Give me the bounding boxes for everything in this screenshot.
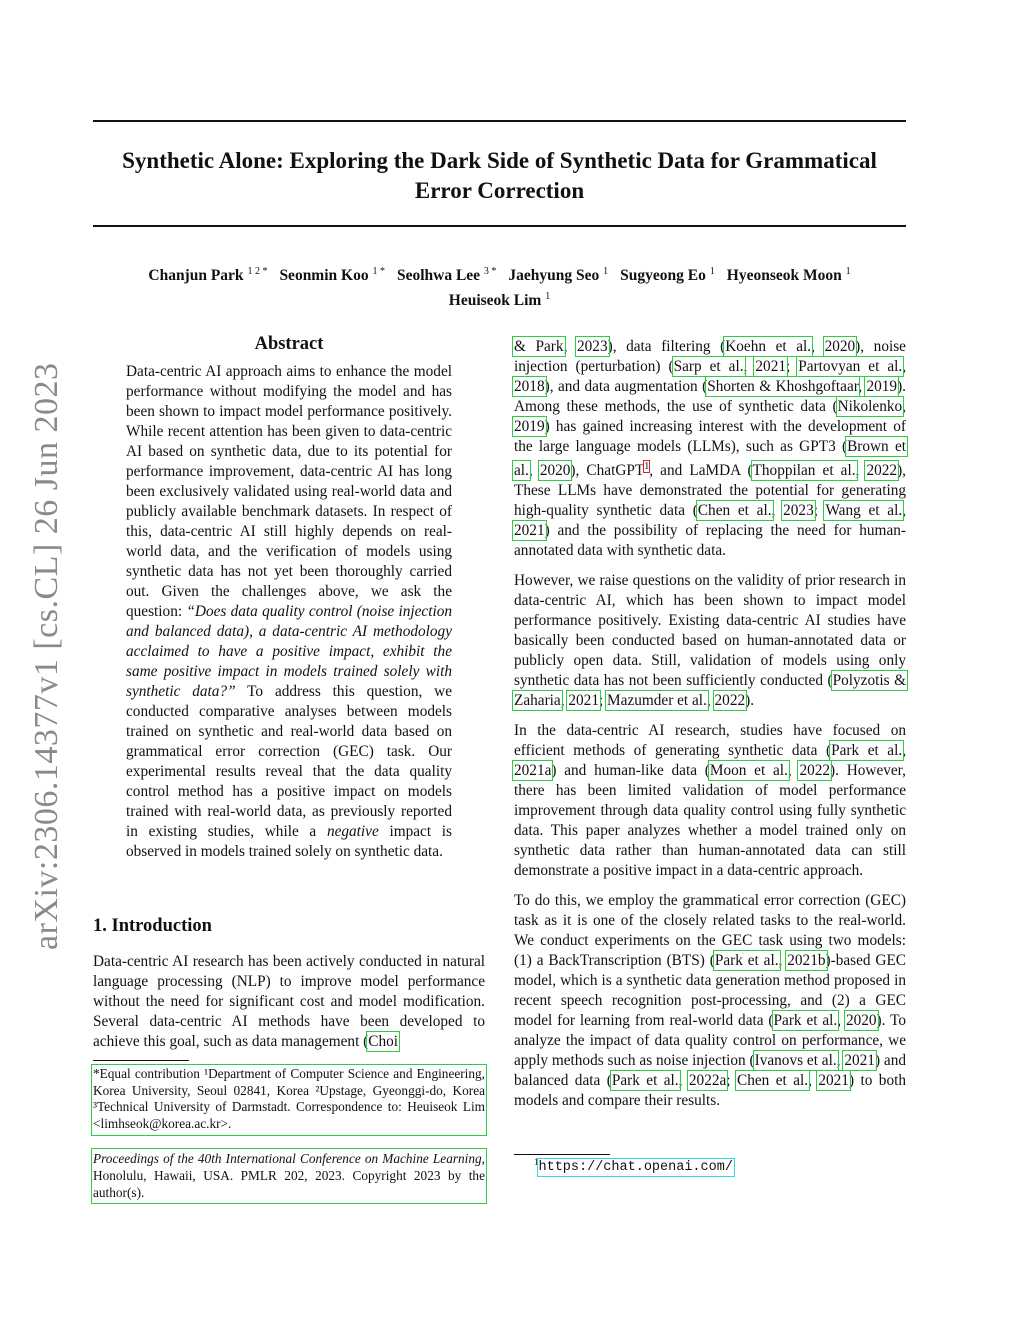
proceedings-note: [93, 1150, 485, 1201]
citation-link[interactable]: 2020: [845, 1012, 877, 1030]
right-column: [514, 337, 906, 1121]
author-name: [620, 267, 715, 284]
author-name: [508, 267, 608, 284]
citation-link[interactable]: Polyzotis & Zaharia: [514, 672, 906, 710]
author-affiliation-mark: 1: [545, 291, 551, 303]
citation-link[interactable]: Ivanovs et al.: [754, 1052, 837, 1070]
citation-link[interactable]: 2021: [568, 692, 599, 710]
author-name-text: Jaehyung Seo: [508, 267, 600, 285]
abstract-heading: Abstract: [254, 334, 324, 354]
author-name: [449, 292, 550, 309]
citation-link[interactable]: 2022: [799, 762, 831, 780]
abstract-text-1: Data-centric AI approach aims to enhance the model performance without modifying the model and has been shown to impact model performance positively. While recent attention has been given to data-centric AI based on synthetic data, due to its potential for performance improvement, data-centric AI has long been exclusively validated using real-world data and publicly available benchmark datasets. In respect of this, data-centric AI still highly depends on real-world data, and the verification of models using synthetic data has not yet been thoroughly carried out. Given the challenges above, we ask the question:: [126, 363, 452, 620]
paragraph-text: ). To analyze the impact of data quality control on performance, we apply methods such as noise injection (: [514, 1012, 906, 1070]
paragraph-text: ,: [836, 1052, 845, 1070]
paragraph-text: ), noise injection (perturbation) (: [514, 338, 906, 375]
introduction-paragraph: [93, 952, 485, 1052]
proceedings-venue: Proceedings of the 40th International Conference on Machine Learning: [93, 1151, 482, 1166]
title-rule-top: [93, 120, 906, 122]
author-list: [93, 261, 906, 311]
citation-link[interactable]: Brown et al.: [514, 438, 906, 480]
paragraph-text: ;: [813, 502, 826, 520]
author-name-text: Sugyeong Eo: [620, 267, 706, 285]
paragraph-text: ,: [902, 742, 907, 760]
citation-link[interactable]: 2018: [514, 378, 545, 395]
paragraph-text: ), data filtering (: [607, 338, 726, 355]
proceedings-details: , Honolulu, Hawaii, USA. PMLR 202, 2023. Copyright 2023 by the author(s).: [93, 1151, 485, 1200]
footnote-mark: 1: [534, 1157, 539, 1167]
citation-link[interactable]: 2021: [818, 1072, 849, 1090]
citation-link[interactable]: Park et al.: [831, 742, 903, 760]
citation-link[interactable]: Choi: [368, 1033, 398, 1050]
citation-link[interactable]: Thoppilan et al.: [752, 462, 856, 480]
paragraph-text: ,: [563, 338, 577, 355]
paragraph-text: ;: [598, 692, 608, 710]
citation-link[interactable]: Wang et al.: [825, 502, 903, 520]
paragraph-text: ), and data augmentation (: [544, 378, 708, 395]
paragraph-text: ,: [811, 338, 825, 355]
paragraph-text: ,: [528, 462, 540, 480]
citation-link[interactable]: 2019: [866, 378, 898, 395]
paragraph-text: ,: [902, 502, 906, 520]
introduction-text: Data-centric AI research has been actively conducted in natural language processing (NLP) to improve model performance without the need for significant cost and model modification. Several data-centric AI methods have been developed to achieve this goal, such as data management (: [93, 953, 485, 1050]
citation-link[interactable]: 2022a: [688, 1072, 727, 1090]
paragraph-text: ,: [902, 358, 907, 375]
paragraph-text: ,: [560, 692, 569, 710]
citation-link[interactable]: 2021: [755, 358, 786, 375]
abstract-body: [126, 362, 452, 862]
citation-link[interactable]: Moon et al.: [709, 762, 788, 780]
abstract-question: “Does data quality control (noise injection and balanced data), a data-centric AI methodology acclaimed to have a positive impact, exhibit the same positive impact in models trained solely with synthetic data?”: [126, 603, 452, 700]
citation-link[interactable]: Sarp et al.: [673, 358, 744, 375]
footnote-ref-link[interactable]: 1: [644, 461, 650, 472]
paragraph-text: ,: [678, 1072, 689, 1090]
paragraph-text: To do this, we employ the grammatical error correction (GEC) task as it is one of the closely related tasks to the real-world. We conduct experiments on the GEC task using two models: (1) a BackTranscription (BTS) (: [514, 892, 906, 970]
paragraph-text: ,: [808, 1072, 819, 1090]
paragraph-text: , and LaMDA (: [649, 462, 753, 480]
author-name-text: Seolhwa Lee: [396, 267, 481, 285]
citation-link[interactable]: Mazumder et al.: [607, 692, 707, 710]
paragraph-text: ), ChatGPT: [570, 462, 645, 480]
citation-link[interactable]: 2021: [844, 1052, 875, 1070]
paragraph-4: [514, 891, 906, 1111]
citation-link[interactable]: 2021b: [787, 952, 826, 970]
paragraph-text: ;: [785, 358, 799, 375]
author-name: [397, 267, 496, 284]
author-affiliation-mark: 1: [603, 266, 609, 277]
citation-link[interactable]: Shorten & Khoshgoftaar: [707, 378, 859, 395]
citation-link[interactable]: 2021: [514, 522, 545, 540]
introduction-heading: 1. Introduction: [93, 916, 212, 936]
citation-link[interactable]: 2022: [714, 692, 746, 710]
citation-link[interactable]: 2021a: [514, 762, 552, 780]
author-name-text: Seonmin Koo: [279, 267, 369, 285]
citation-link[interactable]: 2020: [824, 338, 856, 355]
chatgpt-footnote: [534, 1157, 733, 1175]
abstract-text-3: impact is observed in models trained solely on synthetic data.: [126, 823, 452, 860]
author-name: [727, 267, 851, 284]
paragraph-1: [514, 337, 906, 561]
paragraph-text: ) and balanced data (: [514, 1052, 906, 1090]
paper-title: Synthetic Alone: Exploring the Dark Side of Synthetic Data for Grammatical Error Correction: [122, 148, 877, 203]
title-rule-bottom: [93, 225, 906, 227]
citation-link[interactable]: Koehn et al.: [725, 338, 812, 355]
author-name-text: Hyeonseok Moon: [726, 267, 842, 285]
paragraph-text: ,: [902, 398, 906, 415]
arxiv-identifier[interactable]: arXiv:2306.14377v1 [cs.CL] 26 Jun 2023: [28, 362, 65, 950]
paragraph-text: ,: [743, 358, 756, 375]
paragraph-text: ) and the possibility of replacing the need for human-annotated data with synthetic data.: [514, 522, 906, 560]
paragraph-text: ). Among these methods, the use of synthetic data (: [514, 378, 906, 415]
footnote-rule: [93, 1060, 189, 1061]
author-affiliation-mark: 1 *: [372, 266, 385, 277]
citation-link[interactable]: Nikolenko: [837, 398, 903, 415]
citation-link[interactable]: Chen et al.: [697, 502, 772, 520]
author-affiliation-mark: 1: [845, 266, 851, 277]
paragraph-text: In the data-centric AI research, studies have focused on efficient methods of generating synthetic data (: [514, 722, 906, 760]
paragraph-text: ). However, there has been limited validation of model performance improvement through data quality control using fully synthetic data. This paper analyzes whether a model trained only on synthetic data rather than human-annotated data can still demonstrate a positive impact in a data-centric approach.: [514, 762, 906, 880]
citation-link[interactable]: Park et al.: [773, 1012, 838, 1030]
citation-link[interactable]: Park et al.: [611, 1072, 679, 1090]
footnote-rule-right: [514, 1154, 610, 1155]
paragraph-2: [514, 571, 906, 711]
author-affiliation-mark: 3 *: [483, 266, 497, 277]
paragraph-text: ,: [787, 762, 800, 780]
paragraph-text: ;: [726, 1072, 737, 1090]
citation-link[interactable]: Chen et al.: [737, 1072, 809, 1090]
author-affiliation-mark: 1 2 *: [247, 266, 268, 277]
paragraph-text: ) and human-like data (: [551, 762, 710, 780]
paragraph-text: ,: [837, 1012, 846, 1030]
abstract-negative: negative: [326, 823, 379, 840]
paragraph-text: )-based GEC model, which is a synthetic data generation method proposed in recent speech recognition post-processing, and (2) a GEC model for learning from real-world data (: [514, 952, 906, 1030]
paragraph-text: ).: [745, 692, 755, 710]
paragraph-text: ), These LLMs have demonstrated the potential for generating high-quality synthetic data (: [514, 462, 906, 520]
paragraph-text: However, we raise questions on the validity of prior research in data-centric AI, which has been shown to impact model performance positively. Existing data-centric AI studies have basically been conducted based on human-annotated data or publicly open data. Still, validation of models using only synthetic data has not been sufficiently conducted (: [514, 572, 906, 690]
paragraph-text: ,: [858, 378, 867, 395]
author-name-text: Chanjun Park: [148, 267, 244, 285]
author-name: [279, 267, 385, 284]
paragraph-text: ) has gained increasing interest with the development of the large language models (LLMs), such as GPT3 (: [514, 418, 906, 455]
chatgpt-url-link[interactable]: https://chat.openai.com/: [538, 1160, 733, 1176]
citation-link[interactable]: 2020: [539, 462, 571, 480]
affiliation-footnote: *Equal contribution ¹Department of Computer Science and Engineering, Korea University, Seoul 02841, Korea ²Upstage, Gyeonggi-do, Korea ³Technical University of Darmstadt. Correspondence to: Heuiseok Lim <limhseok@korea.ac.kr>.: [93, 1066, 485, 1131]
paragraph-text: ,: [706, 692, 715, 710]
citation-link[interactable]: 2023: [783, 502, 814, 520]
author-name: [148, 267, 267, 284]
paragraph-3: [514, 721, 906, 881]
citation-link[interactable]: & Park: [514, 338, 564, 355]
abstract-text-2: To address this question, we conducted comparative analyses between models trained on synthetic and real-world data based on grammatical error correction (GEC) task. Our experimental results reveal that the data quality control method has a positive impact on models trained with real-world data, as previously reported in existing studies, while a: [126, 683, 452, 840]
paragraph-text: ) to both models and compare their results.: [514, 1072, 907, 1110]
citation-link[interactable]: Park et al.: [714, 952, 779, 970]
author-name-text: Heuiseok Lim: [448, 292, 542, 310]
paragraph-text: ,: [855, 462, 867, 480]
citation-link[interactable]: 2023: [577, 338, 608, 355]
citation-link[interactable]: 2019: [514, 418, 545, 435]
citation-link[interactable]: 2022: [866, 462, 898, 480]
citation-link[interactable]: Partovyan et al.: [798, 358, 903, 375]
author-affiliation-mark: 1: [709, 266, 715, 277]
paragraph-text: ,: [778, 952, 788, 970]
paragraph-text: ,: [771, 502, 784, 520]
